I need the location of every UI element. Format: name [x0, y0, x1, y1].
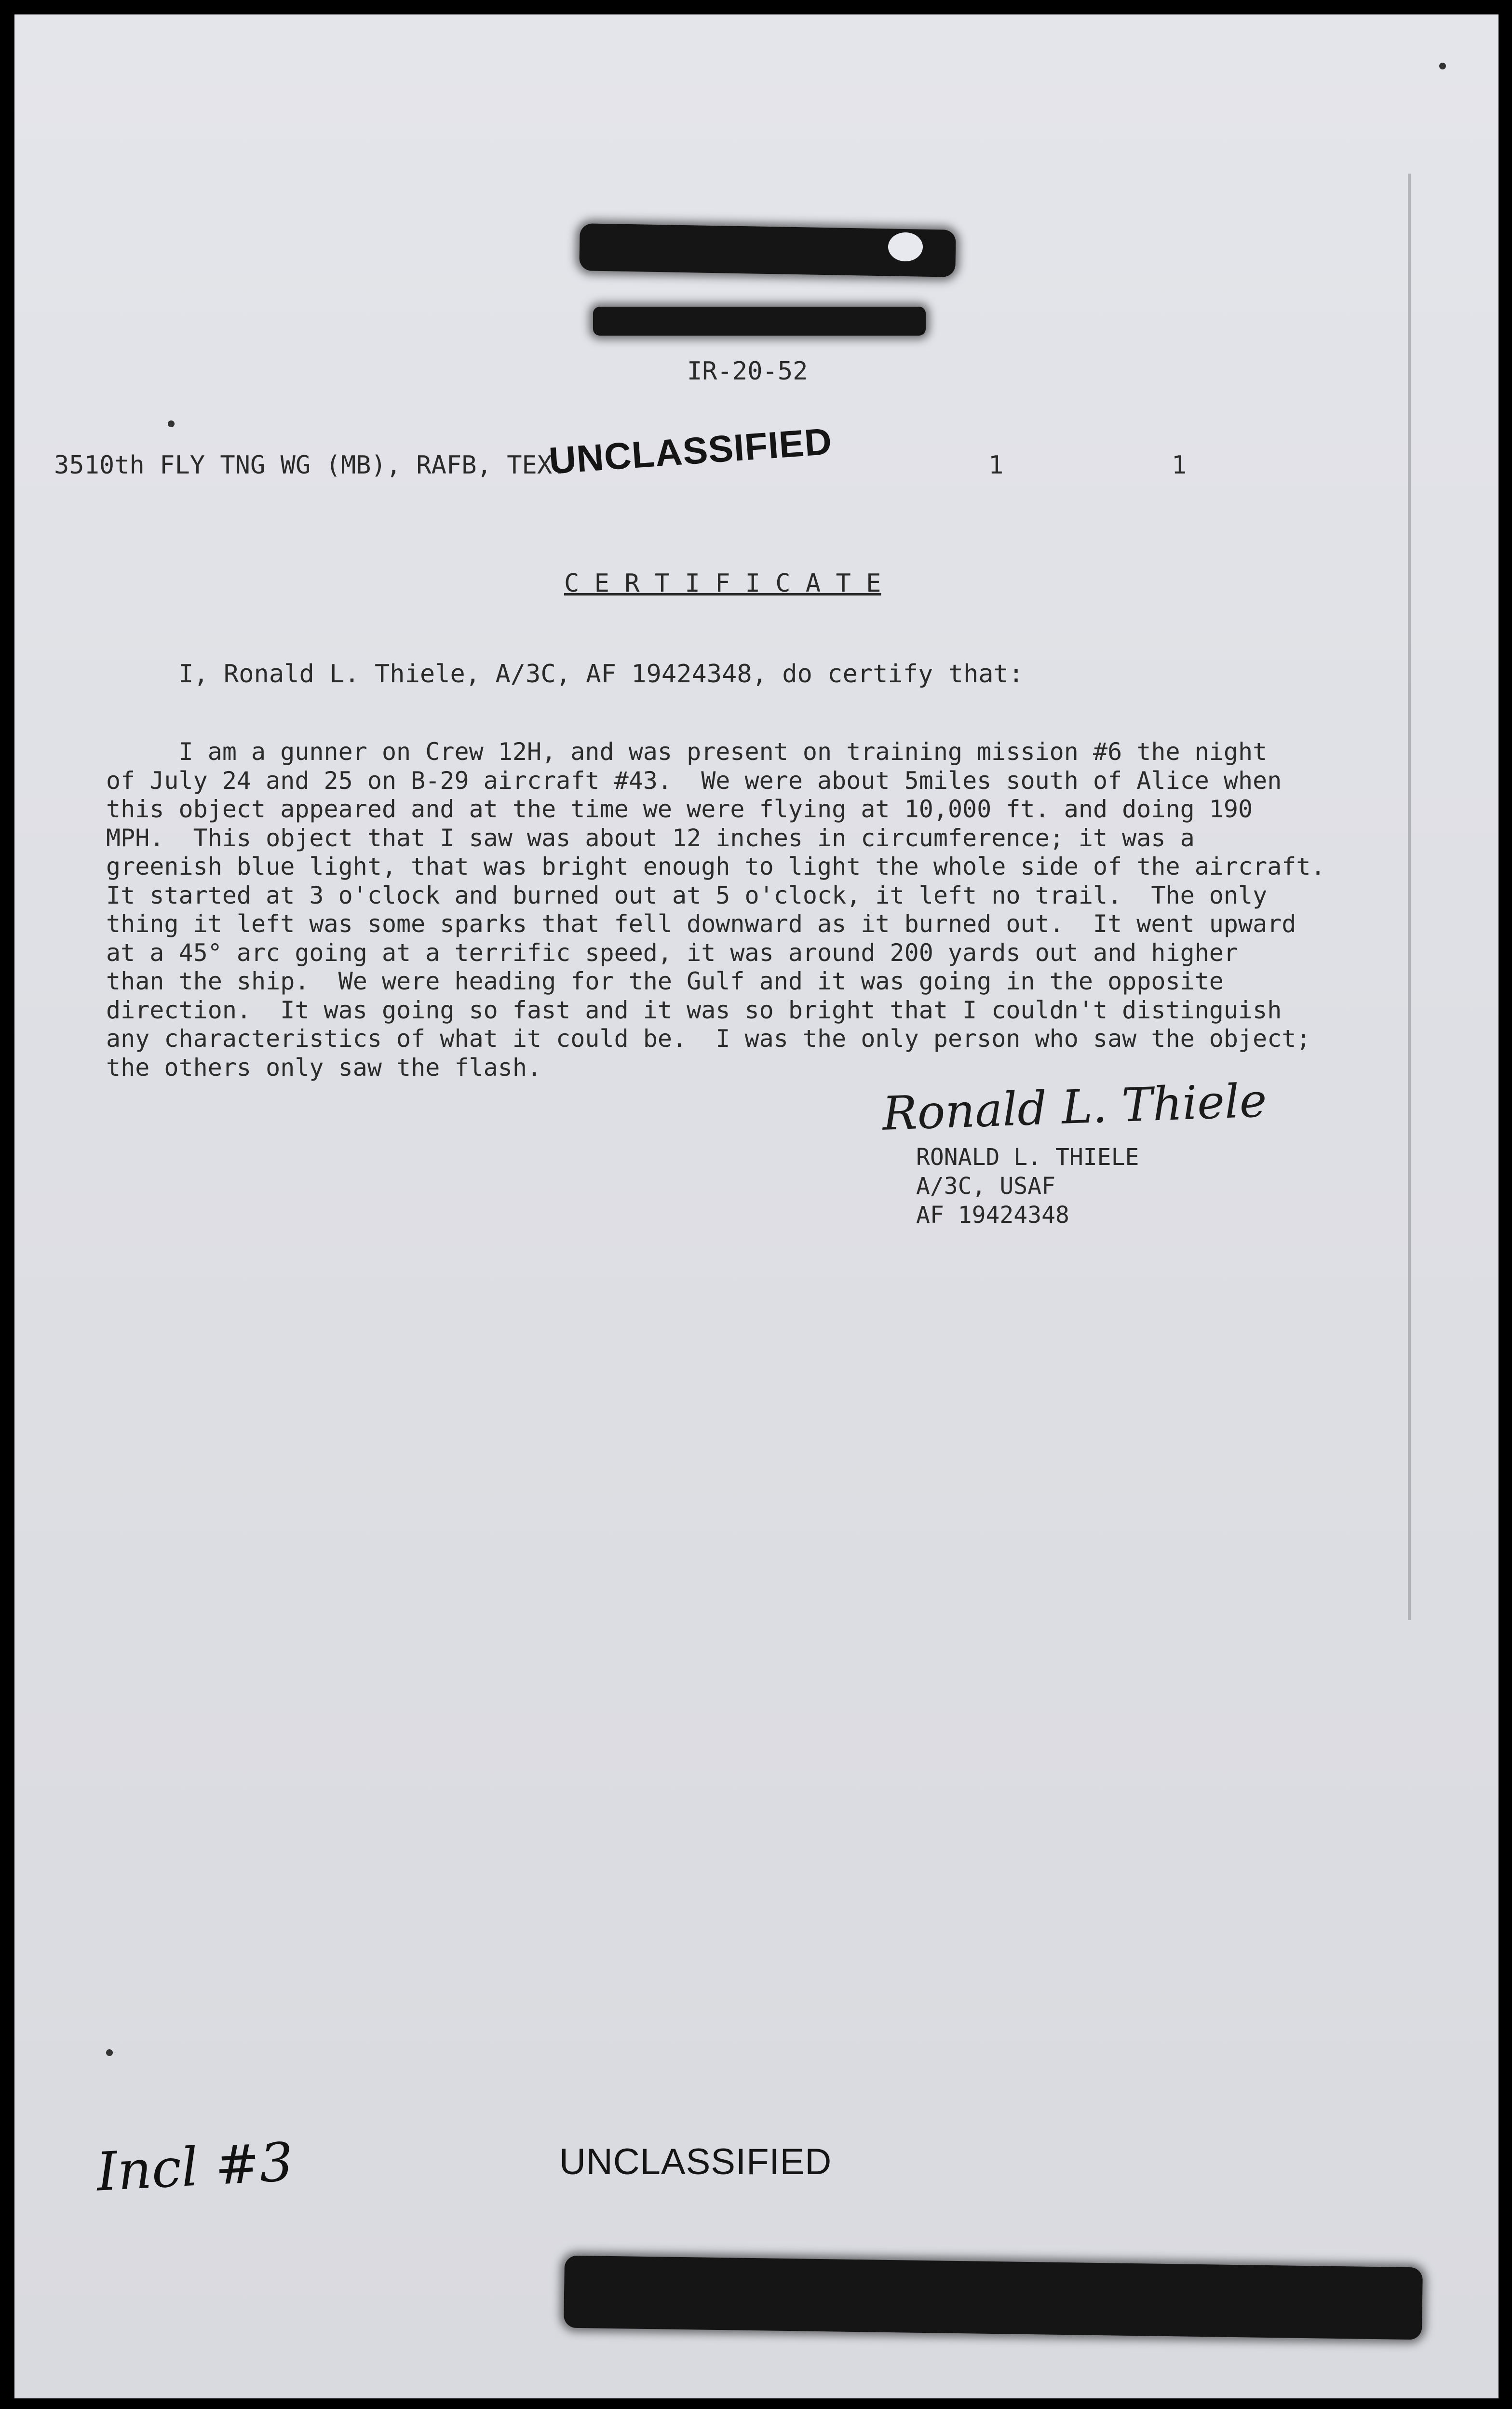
- redaction-hole: [888, 232, 923, 261]
- certificate-opening: I, Ronald L. Thiele, A/3C, AF 19424348, do certify that:: [178, 660, 1024, 689]
- paper-sheet: [14, 14, 1498, 2398]
- certificate-body: [106, 738, 1418, 1082]
- page-number: 1: [988, 451, 1004, 480]
- certificate-title: C E R T I F I C A T E: [564, 569, 881, 598]
- body-line: any characteristics of what it could be. I was the only person who saw the object;: [106, 1025, 1311, 1053]
- body-line: thing it left was some sparks that fell downward as it burned out. It went upward: [106, 910, 1296, 938]
- body-line: greenish blue light, that was bright enough to light the whole side of the aircraft.: [106, 853, 1325, 880]
- body-line: It started at 3 o'clock and burned out at 5 o'clock, it left no trail. The only: [106, 881, 1268, 909]
- signature-rank: A/3C, USAF: [916, 1173, 1055, 1200]
- page-count: 1: [1172, 451, 1187, 480]
- classification-stamp-top: UNCLASSIFIED: [547, 420, 834, 482]
- signature-service-number: AF 19424348: [916, 1202, 1069, 1229]
- scan-speck: [1439, 63, 1446, 69]
- body-line: I am a gunner on Crew 12H, and was present on training mission #6 the night: [106, 738, 1268, 766]
- scan-speck: [106, 2049, 113, 2056]
- header-unit: 3510th FLY TNG WG (MB), RAFB, TEX.: [54, 451, 567, 480]
- body-line: this object appeared and at the time we were flying at 10,000 ft. and doing 190: [106, 795, 1253, 823]
- handwritten-signature: Ronald L. Thiele: [881, 1073, 1268, 1141]
- classification-stamp-bottom: UNCLASSIFIED: [559, 2141, 832, 2182]
- body-line: the others only saw the flash.: [106, 1053, 542, 1082]
- body-line: than the ship. We were heading for the Gulf and it was going in the opposite: [106, 967, 1224, 995]
- report-number: IR-20-52: [687, 357, 808, 386]
- signature-name: RONALD L. THIELE: [916, 1144, 1139, 1171]
- body-line: direction. It was going so fast and it was so bright that I couldn't distinguish: [106, 996, 1282, 1024]
- body-line: MPH. This object that I saw was about 12 inches in circumference; it was a: [106, 824, 1195, 852]
- body-line: at a 45° arc going at a terrific speed, it was around 200 yards out and higher: [106, 938, 1238, 967]
- body-line: of July 24 and 25 on B-29 aircraft #43. We were about 5miles south of Alice when: [106, 766, 1282, 795]
- redaction-bar-second: [593, 307, 926, 336]
- enclosure-note: Incl #3: [94, 2131, 295, 2203]
- scan-speck: [168, 420, 175, 427]
- redaction-bar-bottom: [564, 2256, 1423, 2340]
